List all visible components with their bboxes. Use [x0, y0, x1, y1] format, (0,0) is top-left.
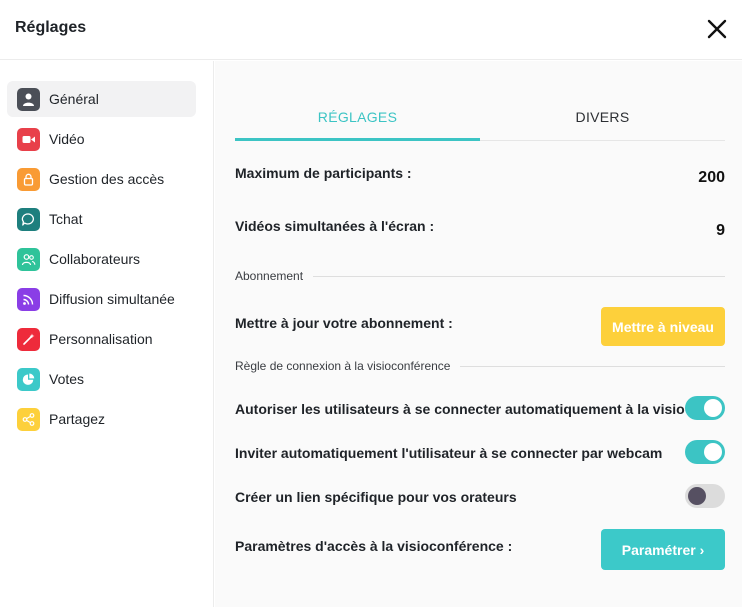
speaker-link-toggle[interactable]	[685, 484, 725, 508]
magic-wand-icon	[17, 328, 40, 351]
pie-chart-icon	[17, 368, 40, 391]
settings-panel	[215, 61, 742, 607]
max-participants-label: Maximum de participants :	[235, 165, 412, 181]
close-icon[interactable]	[704, 16, 730, 42]
simultaneous-videos-value: 9	[716, 222, 725, 239]
sidebar-item-chat[interactable]	[7, 201, 196, 237]
sidebar-item-label: Gestion des accès	[49, 171, 165, 187]
chat-bubble-icon	[17, 208, 40, 231]
speaker-link-label: Créer un lien spécifique pour vos orateurs	[235, 489, 517, 505]
auto-connect-toggle[interactable]	[685, 396, 725, 420]
toggle-knob	[688, 487, 706, 505]
sidebar-item-label: Vidéo	[49, 131, 85, 147]
subscription-section-header	[235, 269, 725, 285]
sidebar-item-label: Personnalisation	[49, 331, 153, 347]
sidebar-item-access[interactable]	[7, 161, 196, 197]
webcam-invite-toggle[interactable]	[685, 440, 725, 464]
toggle-knob	[704, 443, 722, 461]
video-camera-icon	[17, 128, 40, 151]
tab-misc[interactable]: DIVERS	[575, 109, 630, 125]
settings-sidebar	[0, 61, 214, 607]
sidebar-item-customization[interactable]	[7, 321, 196, 357]
configure-button[interactable]: Paramétrer ›	[601, 529, 725, 570]
toggle-knob	[704, 399, 722, 417]
dialog-title: Réglages	[15, 19, 87, 36]
user-icon	[17, 88, 40, 111]
share-icon	[17, 408, 40, 431]
auto-connect-label: Autoriser les utilisateurs à se connecter automatiquement à la visio	[235, 401, 685, 417]
simultaneous-videos-label: Vidéos simultanées à l'écran :	[235, 218, 435, 234]
sidebar-item-label: Collaborateurs	[49, 251, 141, 267]
sidebar-item-label: Tchat	[49, 211, 83, 227]
section-title: Règle de connexion à la visioconférence	[235, 359, 460, 373]
sidebar-item-video[interactable]	[7, 121, 196, 157]
section-title: Abonnement	[235, 269, 313, 283]
dialog-header	[0, 0, 742, 60]
max-participants-value: 200	[698, 169, 725, 186]
sidebar-item-collaborators[interactable]	[7, 241, 196, 277]
update-subscription-label: Mettre à jour votre abonnement :	[235, 315, 453, 331]
webcam-invite-label: Inviter automatiquement l'utilisateur à se connecter par webcam	[235, 445, 663, 461]
sidebar-item-label: Votes	[49, 371, 85, 387]
sidebar-item-label: Général	[49, 91, 99, 107]
sidebar-item-broadcast[interactable]	[7, 281, 196, 317]
upgrade-button[interactable]: Mettre à niveau	[601, 307, 725, 346]
sidebar-item-votes[interactable]	[7, 361, 196, 397]
lock-icon	[17, 168, 40, 191]
users-icon	[17, 248, 40, 271]
sidebar-item-label: Diffusion simultanée	[49, 291, 175, 307]
connection-section-header	[235, 359, 725, 375]
access-params-label: Paramètres d'accès à la visioconférence :	[235, 538, 513, 554]
broadcast-icon	[17, 288, 40, 311]
sidebar-item-label: Partagez	[49, 411, 106, 427]
tab-settings[interactable]: RÉGLAGES	[235, 101, 480, 141]
sidebar-item-general[interactable]	[7, 81, 196, 117]
tab-bar	[235, 101, 725, 141]
sidebar-item-share[interactable]	[7, 401, 196, 437]
